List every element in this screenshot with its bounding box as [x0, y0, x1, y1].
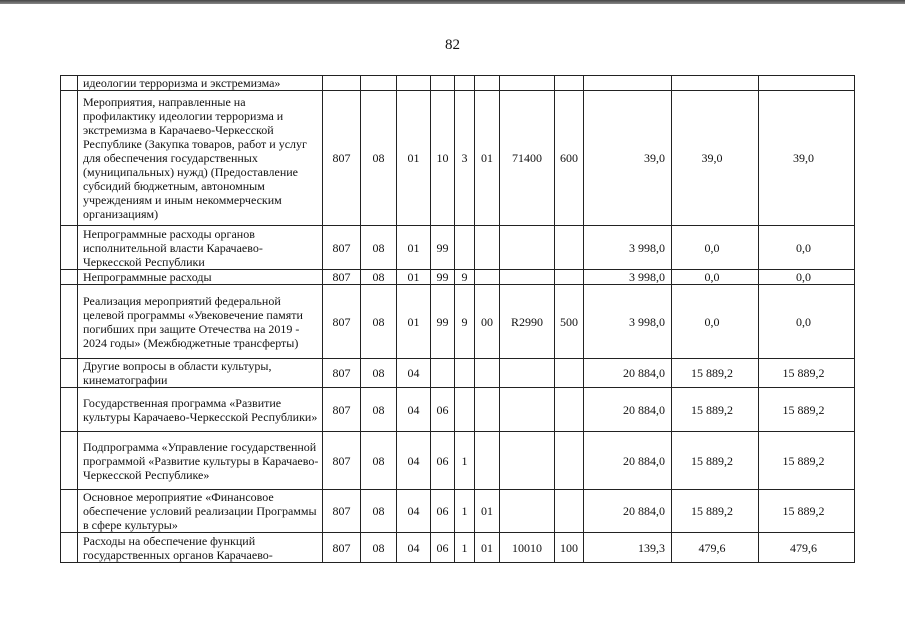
cell-admin-code: 807 [323, 388, 361, 432]
cell-amount-year3: 479,6 [759, 533, 855, 563]
cell-expense-direction: R2990 [500, 285, 555, 359]
cell-index [61, 388, 78, 432]
table-row [61, 388, 855, 432]
cell-section [361, 76, 397, 91]
cell-amount-year3: 15 889,2 [759, 359, 855, 388]
cell-name: Мероприятия, направленные на профилактику идеологии терроризма и экстремизма в Карачаево-Черкесской Республике (Закупка товаров, работ и услуг для обеспечения государственных (муниципальных) нужд) (Предоставление субсидий бюджетным, автономным учреждениям и иным некоммерческим организациям) [78, 91, 323, 226]
cell-amount-year3: 15 889,2 [759, 490, 855, 533]
cell-program: 99 [431, 270, 455, 285]
cell-main-activity [475, 432, 500, 490]
table-row [61, 359, 855, 388]
cell-subsection [397, 76, 431, 91]
cell-expense-type [555, 76, 584, 91]
cell-amount-year2: 0,0 [672, 270, 759, 285]
cell-expense-type: 600 [555, 91, 584, 226]
cell-section: 08 [361, 270, 397, 285]
table-body [61, 76, 855, 563]
table-row [61, 490, 855, 533]
cell-subsection: 04 [397, 533, 431, 563]
cell-admin-code: 807 [323, 91, 361, 226]
cell-expense-type [555, 490, 584, 533]
cell-amount-year3 [759, 76, 855, 91]
cell-admin-code: 807 [323, 226, 361, 270]
cell-amount-year2 [672, 76, 759, 91]
cell-main-activity [475, 270, 500, 285]
cell-amount-year1: 20 884,0 [584, 490, 672, 533]
cell-admin-code [323, 76, 361, 91]
table-row [61, 226, 855, 270]
cell-subprogram [455, 359, 475, 388]
cell-expense-direction [500, 490, 555, 533]
cell-amount-year1: 20 884,0 [584, 432, 672, 490]
cell-subprogram: 1 [455, 432, 475, 490]
cell-index [61, 91, 78, 226]
cell-subsection: 04 [397, 432, 431, 490]
cell-name: Реализация мероприятий федеральной целевой программы «Увековечение памяти погибших при защите Отечества на 2019 - 2024 годы» (Межбюджетные трансферты) [78, 285, 323, 359]
cell-expense-direction [500, 76, 555, 91]
cell-index [61, 432, 78, 490]
cell-program: 06 [431, 533, 455, 563]
cell-index [61, 76, 78, 91]
cell-main-activity: 01 [475, 91, 500, 226]
cell-expense-type: 500 [555, 285, 584, 359]
cell-subprogram: 1 [455, 533, 475, 563]
cell-name: Расходы на обеспечение функций государственных органов Карачаево- [78, 533, 323, 563]
cell-subsection: 01 [397, 285, 431, 359]
cell-section: 08 [361, 226, 397, 270]
cell-subprogram [455, 226, 475, 270]
cell-expense-type: 100 [555, 533, 584, 563]
table-row [61, 432, 855, 490]
cell-name: Подпрограмма «Управление государственной программой «Развитие культуры в Карачаево-Черкесской Республике» [78, 432, 323, 490]
cell-expense-type [555, 432, 584, 490]
cell-name: Непрограммные расходы [78, 270, 323, 285]
table-row [61, 285, 855, 359]
cell-main-activity: 01 [475, 490, 500, 533]
cell-subprogram [455, 76, 475, 91]
cell-amount-year2: 15 889,2 [672, 359, 759, 388]
cell-section: 08 [361, 359, 397, 388]
cell-expense-direction [500, 226, 555, 270]
cell-subsection: 04 [397, 359, 431, 388]
cell-section: 08 [361, 285, 397, 359]
cell-expense-direction [500, 359, 555, 388]
cell-subprogram: 1 [455, 490, 475, 533]
cell-section: 08 [361, 91, 397, 226]
cell-amount-year1 [584, 76, 672, 91]
cell-name: Другие вопросы в области культуры, кинематографии [78, 359, 323, 388]
cell-program: 99 [431, 285, 455, 359]
cell-main-activity [475, 226, 500, 270]
cell-program: 06 [431, 432, 455, 490]
cell-main-activity [475, 388, 500, 432]
cell-program: 06 [431, 490, 455, 533]
cell-admin-code: 807 [323, 533, 361, 563]
cell-amount-year2: 479,6 [672, 533, 759, 563]
cell-main-activity: 01 [475, 533, 500, 563]
cell-program [431, 76, 455, 91]
table-row [61, 91, 855, 226]
cell-main-activity [475, 359, 500, 388]
cell-amount-year2: 0,0 [672, 285, 759, 359]
cell-admin-code: 807 [323, 490, 361, 533]
cell-amount-year2: 15 889,2 [672, 490, 759, 533]
cell-subsection: 01 [397, 270, 431, 285]
cell-index [61, 359, 78, 388]
cell-expense-direction [500, 388, 555, 432]
cell-subsection: 04 [397, 388, 431, 432]
cell-amount-year3: 39,0 [759, 91, 855, 226]
cell-amount-year1: 3 998,0 [584, 285, 672, 359]
cell-index [61, 533, 78, 563]
page-number: 82 [445, 37, 460, 53]
cell-name: Непрограммные расходы органов исполнительной власти Карачаево-Черкесской Республики [78, 226, 323, 270]
cell-subprogram: 9 [455, 285, 475, 359]
cell-amount-year1: 39,0 [584, 91, 672, 226]
cell-index [61, 226, 78, 270]
cell-admin-code: 807 [323, 432, 361, 490]
cell-expense-type [555, 270, 584, 285]
cell-expense-type [555, 388, 584, 432]
cell-section: 08 [361, 432, 397, 490]
cell-index [61, 490, 78, 533]
cell-amount-year3: 0,0 [759, 285, 855, 359]
cell-amount-year1: 3 998,0 [584, 270, 672, 285]
cell-program: 99 [431, 226, 455, 270]
cell-amount-year1: 139,3 [584, 533, 672, 563]
cell-name: Основное мероприятие «Финансовое обеспечение условий реализации Программы в сфере культуры» [78, 490, 323, 533]
cell-expense-direction: 71400 [500, 91, 555, 226]
cell-amount-year1: 3 998,0 [584, 226, 672, 270]
cell-amount-year2: 0,0 [672, 226, 759, 270]
budget-table [60, 75, 855, 563]
cell-expense-direction [500, 270, 555, 285]
cell-section: 08 [361, 490, 397, 533]
scan-top-edge [0, 0, 905, 4]
cell-amount-year2: 15 889,2 [672, 432, 759, 490]
cell-amount-year2: 15 889,2 [672, 388, 759, 432]
cell-subsection: 01 [397, 91, 431, 226]
cell-amount-year3: 15 889,2 [759, 388, 855, 432]
cell-subprogram [455, 388, 475, 432]
cell-name: Государственная программа «Развитие культуры Карачаево-Черкесской Республики» [78, 388, 323, 432]
cell-expense-type [555, 226, 584, 270]
cell-subprogram: 9 [455, 270, 475, 285]
cell-program: 10 [431, 91, 455, 226]
cell-index [61, 270, 78, 285]
cell-program: 06 [431, 388, 455, 432]
cell-expense-type [555, 359, 584, 388]
table-row [61, 270, 855, 285]
cell-main-activity [475, 76, 500, 91]
cell-subsection: 01 [397, 226, 431, 270]
cell-name: идеологии терроризма и экстремизма» [78, 76, 323, 91]
cell-admin-code: 807 [323, 285, 361, 359]
cell-program [431, 359, 455, 388]
cell-amount-year1: 20 884,0 [584, 388, 672, 432]
cell-amount-year3: 0,0 [759, 270, 855, 285]
table-row [61, 76, 855, 91]
cell-amount-year3: 15 889,2 [759, 432, 855, 490]
cell-index [61, 285, 78, 359]
cell-section: 08 [361, 388, 397, 432]
cell-subprogram: 3 [455, 91, 475, 226]
cell-expense-direction [500, 432, 555, 490]
cell-amount-year2: 39,0 [672, 91, 759, 226]
cell-subsection: 04 [397, 490, 431, 533]
cell-expense-direction: 10010 [500, 533, 555, 563]
cell-main-activity: 00 [475, 285, 500, 359]
cell-amount-year1: 20 884,0 [584, 359, 672, 388]
table-row [61, 533, 855, 563]
cell-amount-year3: 0,0 [759, 226, 855, 270]
cell-section: 08 [361, 533, 397, 563]
cell-admin-code: 807 [323, 359, 361, 388]
cell-admin-code: 807 [323, 270, 361, 285]
